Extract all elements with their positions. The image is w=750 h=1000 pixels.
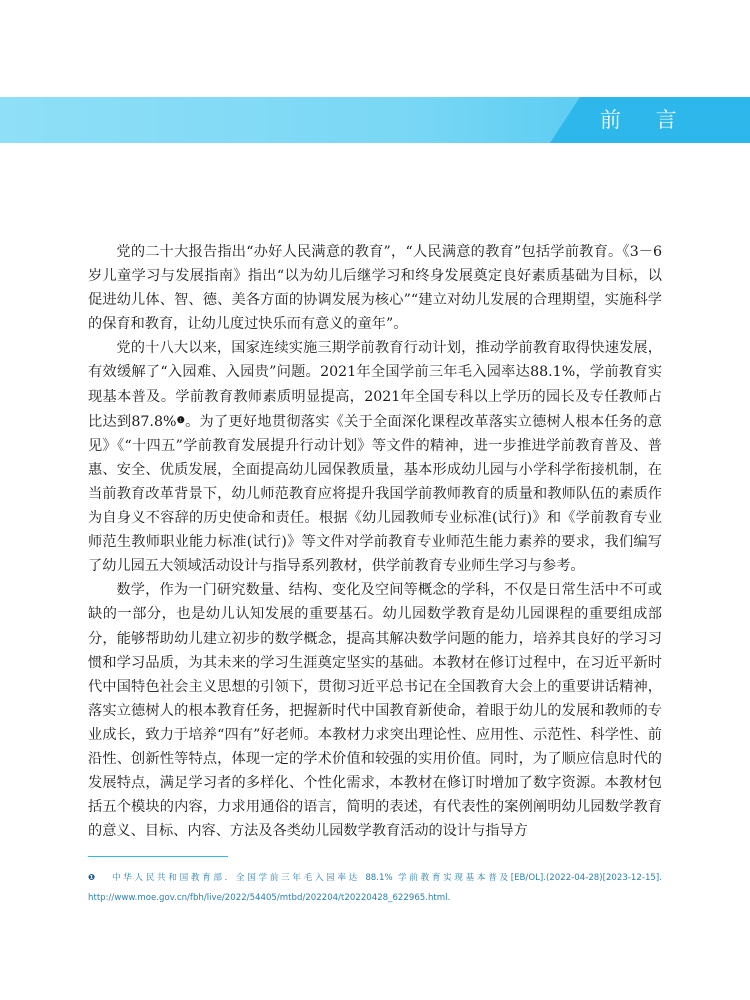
footnote bbox=[88, 868, 662, 908]
body-text bbox=[88, 240, 662, 843]
footnote-text: 中华人民共和国教育部．全国学前三年毛入园率达 88.1% 学前教育实现基本普及[EB/OL].(2022-04-28)[2023-12-15]. http://www.moe.gov.cn/fbh/live/2022/54405/mtbd/202204/t20220428_622965.html. bbox=[88, 873, 662, 903]
paragraph-3: 数学，作为一门研究数量、结构、变化及空间等概念的学科，不仅是日常生活中不可或缺的一部分，也是幼儿认知发展的重要基石。幼儿园数学教育是幼儿园课程的重要组成部分，能够帮助幼儿建立初步的数学概念，提高其解决数学问题的能力，培养其良好的学习习惯和学习品质，为其未来的学习生涯奠定坚实的基础。本教材在修订过程中，在习近平新时代中国特色社会主义思想的引领下，贯彻习近平总书记在全国教育大会上的重要讲话精神，落实立德树人的根本教育任务，把握新时代中国教育新使命，着眼于幼儿的发展和教师的专业成长，致力于培养“四有”好老师。本教材力求突出理论性、应用性、示范性、科学性、前沿性、创新性等特点，体现一定的学术价值和较强的实用价值。同时，为了顺应信息时代的发展特点，满足学习者的多样化、个性化需求，本教材在修订时增加了数字资源。本教材包括五个模块的内容，力求用通俗的语言，简明的表述，有代表性的案例阐明幼儿园数学教育的意义、目标、内容、方法及各类幼儿园数学教育活动的设计与指导方 bbox=[88, 582, 662, 840]
page-title: 前 言 bbox=[600, 108, 691, 132]
paragraph-2-part-2: 。为了更好地贯彻落实《关于全面深化课程改革落实立德树人根本任务的意见》《“十四五”学前教育发展提升行动计划》等文件的精神，进一步推进学前教育普及、普惠、安全、优质发展，全面提高幼儿园保教质量，基本形成幼儿园与小学科学衔接机制，在当前教育改革背景下，幼儿师范教育应将提升我国学前教师教育的质量和教师队伍的素质作为自身义不容辞的历史使命和责任。根据《幼儿园教师专业标准(试行)》和《学前教育专业师范生教师职业能力标准(试行)》等文件对学前教育专业师范生能力素养的要求，我们编写了幼儿园五大领域活动设计与指导系列教材，供学前教育专业师生学习与参考。 bbox=[88, 413, 662, 575]
footnote-mark: ❶ bbox=[88, 873, 96, 883]
paragraph-1: 党的二十大报告指出“办好人民满意的教育”，“人民满意的教育”包括学前教育。《3－6岁儿童学习与发展指南》指出“以为幼儿后继学习和终身发展奠定良好素质基础为目标，以促进幼儿体、智、德、美各方面的协调发展为核心”“建立对幼儿发展的合理期望，实施科学的保育和教育，让幼儿度过快乐而有意义的童年”。 bbox=[88, 244, 662, 333]
paragraph-2 bbox=[88, 336, 662, 578]
paragraph-2-part-1: 党的十八大以来，国家连续实施三期学前教育行动计划，推动学前教育取得快速发展，有效缓解了“入园难、入园贵”问题。2021年全国学前三年毛入园率达88.1%，学前教育实现基本普及。学前教育教师素质明显提高，2021年全国专科以上学历的园长及专任教师占比达到87.8% bbox=[88, 340, 662, 430]
footnote-divider bbox=[88, 856, 228, 857]
footnote-reference[interactable]: ❶ bbox=[176, 415, 186, 426]
